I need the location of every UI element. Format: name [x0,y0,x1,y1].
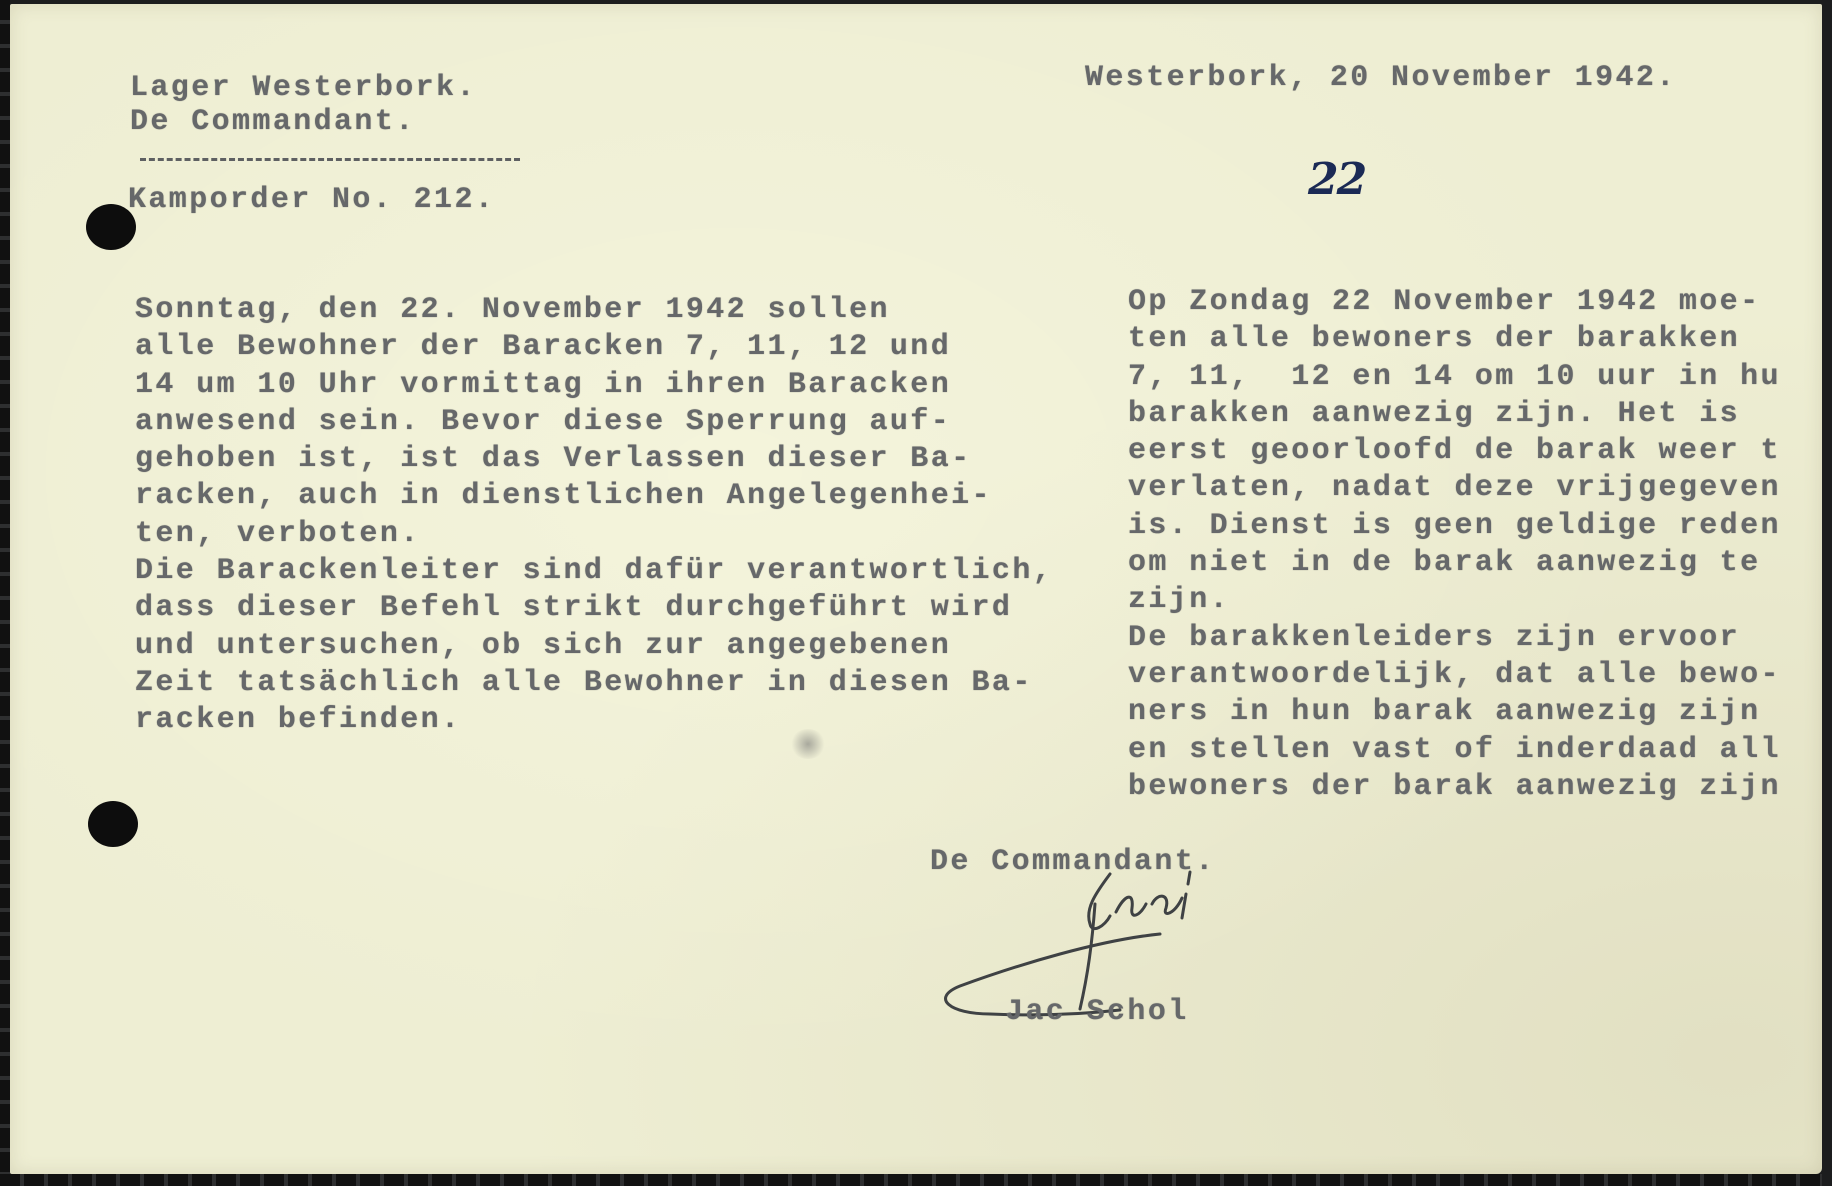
document-card [10,4,1822,1174]
dutch-line: bewoners der barak aanwezig zijn [1128,769,1781,804]
german-line: gehoben ist, ist das Verlassen dieser Ba- [135,442,972,477]
scanner-ruler-bottom [0,1174,1832,1186]
org-line-2: De Commandant. [130,105,416,139]
scanner-ruler-left [0,0,10,1186]
dutch-line: eerst geoorloofd de barak weer t [1128,434,1781,469]
dutch-line: 7, 11, 12 en 14 om 10 uur in hu [1128,359,1781,394]
german-line: Zeit tatsächlich alle Bewohner in diesen Ba- [135,665,1033,700]
dutch-order-text [1128,284,1781,806]
dutch-line: is. Dienst is geen geldige reden [1128,508,1781,543]
ink-smudge [790,729,826,759]
german-line: anwesend sein. Bevor diese Sperrung auf- [135,404,952,439]
german-order-text [135,292,1053,740]
dutch-line: ners in hun barak aanwezig zijn [1128,695,1761,730]
german-line: ten, verboten. [135,516,421,551]
dutch-line: zijn. [1128,583,1231,618]
org-line-1: Lager Westerbork. [130,71,477,105]
german-line: Sonntag, den 22. November 1942 sollen [135,293,890,327]
german-line: racken befinden. [135,703,462,738]
signatory-name: Jac Schol [1005,995,1189,1029]
dutch-line: en stellen vast of inderdaad all [1128,732,1781,767]
place-date: Westerbork, 20 November 1942. [1085,61,1677,95]
dutch-line: verlaten, nadat deze vrijgegeven [1128,471,1781,506]
punch-hole-bottom [88,801,138,847]
german-line: alle Bewohner der Baracken 7, 11, 12 und [135,330,952,365]
dutch-line: verantwoordelijk, dat alle bewo- [1128,657,1781,692]
header-dashed-rule [140,158,520,161]
dutch-line: Op Zondag 22 November 1942 moe- [1128,285,1761,319]
order-number: Kamporder No. 212. [128,183,496,217]
german-line: und untersuchen, ob sich zur angegebenen [135,628,952,663]
dutch-line: om niet in de barak aanwezig te [1128,546,1761,581]
german-line: Die Barackenleiter sind dafür verantwortlich, [135,554,1054,589]
german-line: dass dieser Befehl strikt durchgeführt wird [135,591,1013,626]
dutch-line: ten alle bewoners der barakken [1128,322,1741,357]
dutch-line: De barakkenleiders zijn ervoor [1128,620,1741,655]
german-line: racken, auch in dienstlichen Angelegenhei- [135,479,992,514]
scanner-edge-right [1822,0,1832,1186]
dutch-line: barakken aanwezig zijn. Het is [1128,396,1741,431]
signature-title: De Commandant. [930,845,1216,879]
german-line: 14 um 10 Uhr vormittag in ihren Baracken [135,367,952,402]
handwritten-page-number: 22 [1308,154,1366,205]
